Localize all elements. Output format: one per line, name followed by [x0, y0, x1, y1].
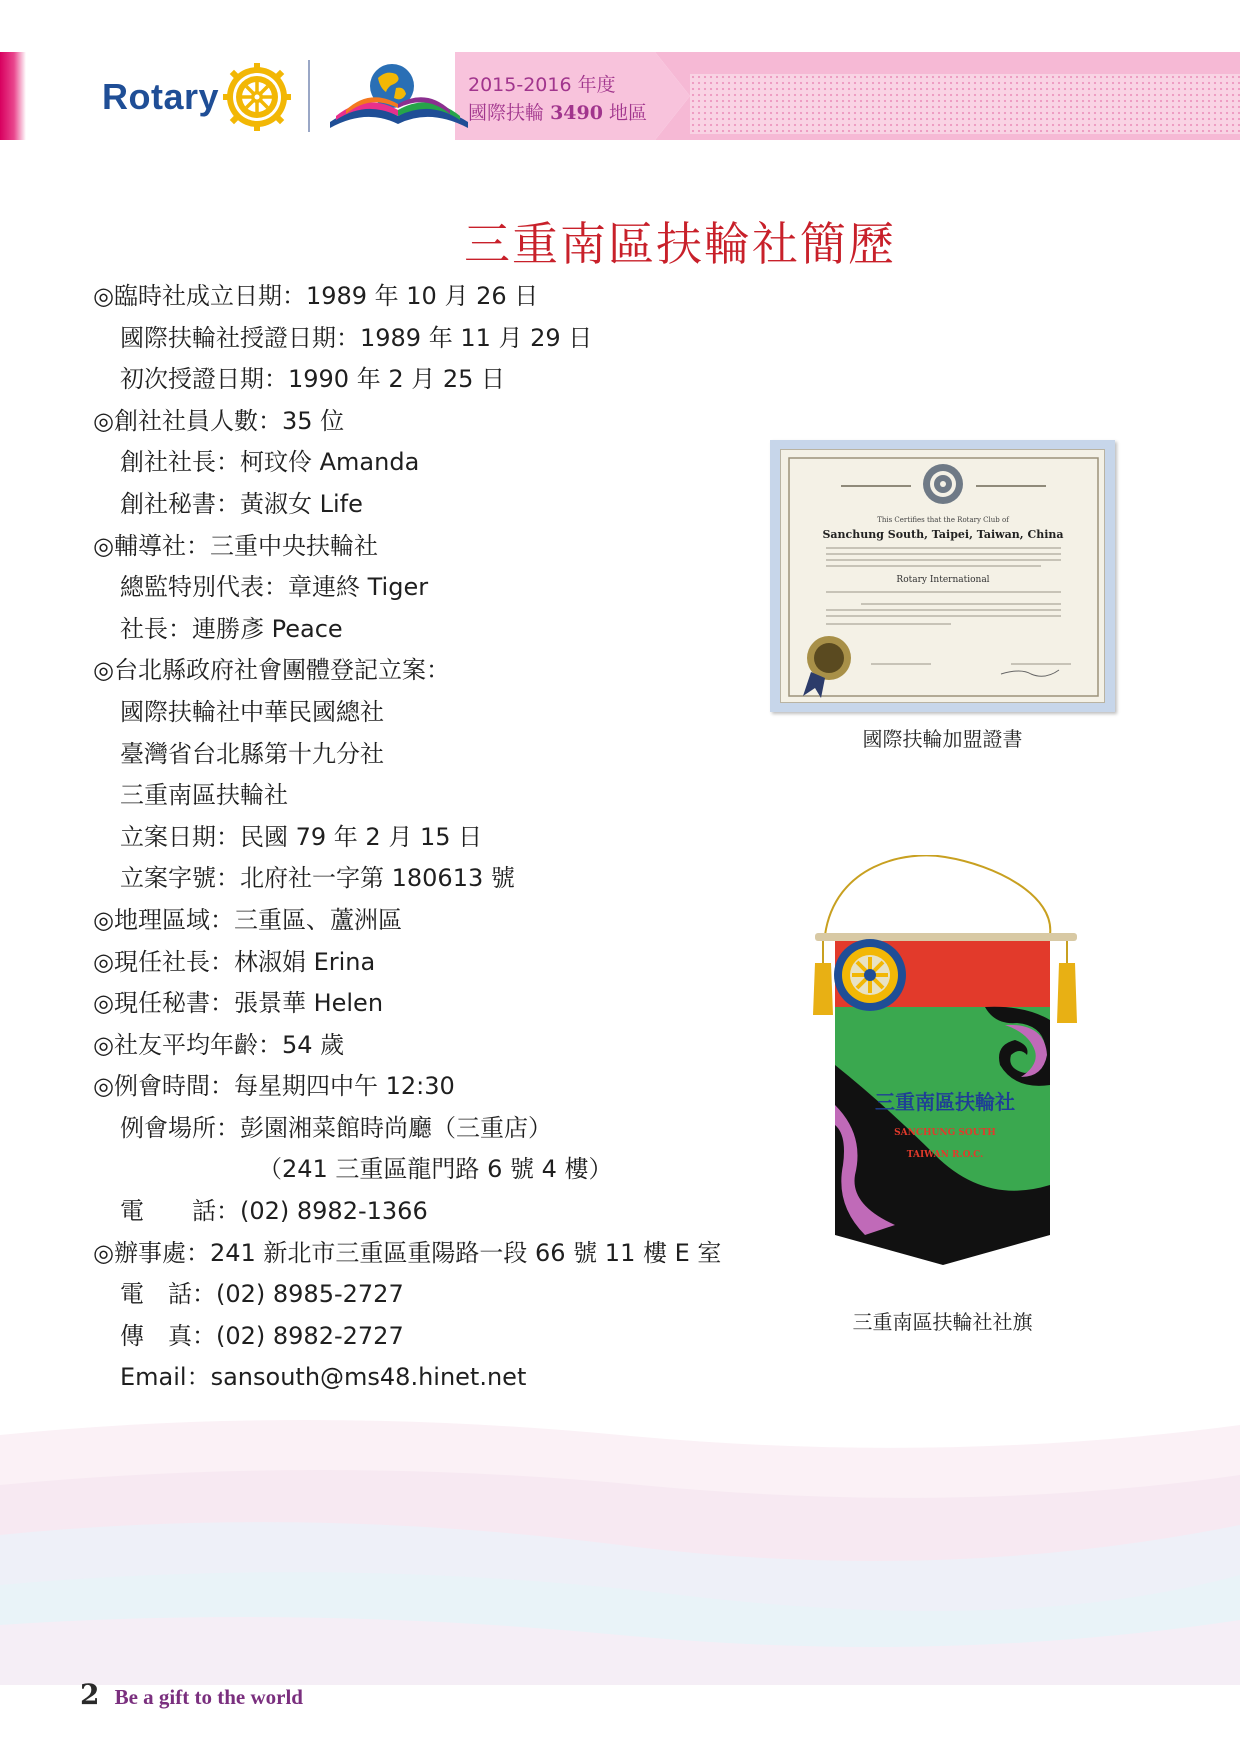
membership-certificate-image — [770, 440, 1115, 712]
profile-line: ◎地理區域：三重區、蘆洲區 — [93, 905, 402, 934]
header-divider — [308, 60, 310, 132]
header-district-prefix: 國際扶輪 — [468, 102, 545, 124]
club-profile-list — [93, 276, 793, 1399]
header-district-suffix: 地區 — [609, 102, 648, 124]
profile-line: 創社社長：柯玟伶 Amanda — [120, 448, 420, 477]
profile-line: 國際扶輪社授證日期：1989 年 11 月 29 日 — [120, 323, 593, 352]
certificate-caption: 國際扶輪加盟證書 — [862, 727, 1023, 751]
profile-line: 傳 真：(02) 8982-2727 — [120, 1321, 404, 1350]
page-number: 2 — [80, 1678, 100, 1711]
profile-line: 電 話：(02) 8985-2727 — [120, 1280, 404, 1309]
profile-line: ◎輔導社：三重中央扶輪社 — [93, 531, 378, 560]
certificate-artwork — [781, 450, 1106, 704]
club-banner-image — [795, 855, 1095, 1275]
profile-line: （241 三重區龍門路 6 號 4 樓） — [258, 1155, 613, 1184]
profile-line: ◎創社社員人數：35 位 — [93, 406, 345, 435]
profile-line: 電 話：(02) 8982-1366 — [120, 1197, 428, 1226]
header-year: 2015-2016 年度 — [468, 74, 616, 96]
footer-slogan: Be a gift to the world — [114, 1685, 303, 1709]
profile-line: ◎例會時間：每星期四中午 12:30 — [93, 1072, 455, 1101]
profile-line: 臺灣省台北縣第十九分社 — [120, 739, 384, 768]
profile-line: ◎台北縣政府社會團體登記立案： — [93, 656, 450, 685]
profile-line: 例會場所：彭園湘菜館時尚廳（三重店） — [120, 1113, 552, 1142]
banner-name-en1: SANCHUNG SOUTH — [894, 1128, 996, 1138]
profile-line: ◎現任秘書：張景華 Helen — [93, 989, 384, 1018]
page-footer — [80, 1678, 303, 1711]
profile-line: ◎辦事處：241 新北市三重區重陽路一段 66 號 11 樓 E 室 — [93, 1238, 722, 1267]
profile-line: ◎現任社長：林淑娟 Erina — [93, 947, 376, 976]
profile-line: 立案日期：民國 79 年 2 月 15 日 — [120, 822, 483, 851]
certificate-org: Rotary International — [896, 575, 990, 585]
profile-line: 總監特別代表：章連終 Tiger — [120, 573, 429, 602]
banner-name-zh: 三重南區扶輪社 — [875, 1090, 1015, 1114]
certificate-club-name: Sanchung South, Taipei, Taiwan, China — [822, 528, 1064, 541]
profile-line: Email：sansouth@ms48.hinet.net — [120, 1363, 527, 1392]
rotary-wordmark: Rotary — [102, 76, 220, 117]
profile-line: 立案字號：北府社一字第 180613 號 — [120, 864, 515, 893]
footer-wave-decoration — [0, 1395, 1240, 1685]
certificate-paper — [780, 449, 1105, 703]
profile-line: 創社秘書：黃淑女 Life — [120, 489, 363, 518]
profile-line: 三重南區扶輪社 — [120, 781, 288, 810]
header-band — [0, 52, 1240, 140]
profile-line: ◎社友平均年齡：54 歲 — [93, 1030, 345, 1059]
profile-line: ◎臨時社成立日期：1989 年 10 月 26 日 — [93, 282, 539, 310]
header-district-number: 3490 — [550, 102, 603, 124]
profile-line: 社長：連勝彥 Peace — [120, 614, 343, 643]
header-dot-pattern — [690, 74, 1240, 134]
district-theme-logo — [326, 58, 472, 134]
page-title: 三重南區扶輪社簡歷 — [464, 217, 896, 271]
header-district — [468, 98, 647, 125]
profile-line: 國際扶輪社中華民國總社 — [120, 697, 384, 726]
page-title-row — [0, 208, 1240, 274]
banner-name-en2: TAIWAN R.O.C. — [906, 1150, 984, 1160]
certificate-line1: This Certifies that the Rotary Club of — [877, 516, 1009, 524]
banner-caption: 三重南區扶輪社社旗 — [852, 1310, 1033, 1334]
rotary-wheel-icon — [222, 62, 292, 132]
profile-line: 初次授證日期：1990 年 2 月 25 日 — [120, 365, 506, 394]
